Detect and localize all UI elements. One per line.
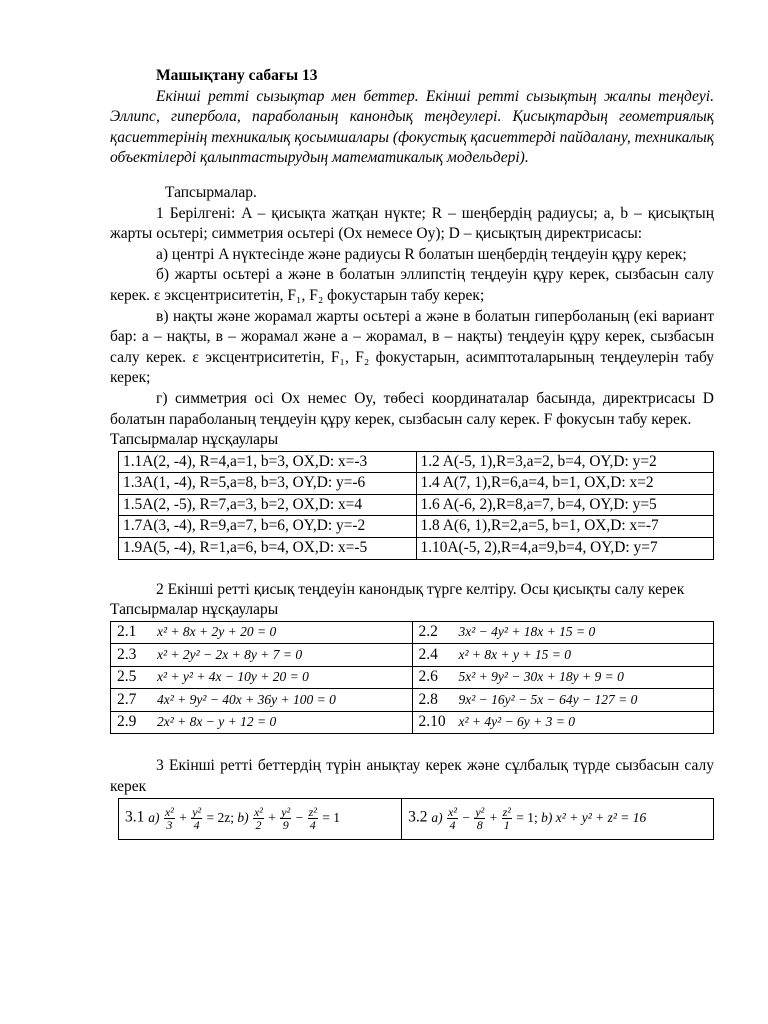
variant-number: 2.6 <box>418 668 438 686</box>
table-row <box>111 644 714 667</box>
variant-number: 2.9 <box>117 713 137 731</box>
spacer <box>110 169 714 183</box>
equation-text: x² + y² + 4x − 10y + 20 = 0 <box>157 669 309 685</box>
task1-intro: 1 Берілгені: A – қисықта жатқан нүкте; R – шеңбердің радиусы; a, b – қисықтың жарты осьтері; симметрия осьтері (Ox немесе Oy); D – қисықтың директрисасы: <box>110 204 714 243</box>
variant-number: 2.10 <box>418 713 446 731</box>
equation-rhs: = 2z; <box>206 809 234 825</box>
fraction: $\frac{\text{y²}}{4}$ <box>192 805 202 833</box>
table-cell <box>111 689 413 712</box>
variant-number: 3.1 <box>125 808 145 826</box>
equation-text: 9x² − 16y² − 5x − 64y − 127 = 0 <box>458 691 638 707</box>
table-row <box>119 516 714 538</box>
task1-d: г) симметрия осі Ox немес Oy, төбесі координаталар басында, директрисасы D болатын параболаның теңдеуін құру керек, сызбасын салу керек. F фокусын табу керек. <box>110 389 714 428</box>
task1-c: в) нақты және жорамал жарты осьтері a және в болатын гиперболаның (екі вариант бар: a – нақты, в – жорамал және a – жорамал, в – нақты) теңдеуін құру керек, сызбасын салу керек. ε эксцентриситетін, F₁, F₂ фокустарын, асимптоталарының теңдеулерін табу керек; <box>110 307 714 387</box>
equation-text: 2x² + 8x − y + 12 = 0 <box>157 714 277 730</box>
equation-text: x² + 8x + y + 15 = 0 <box>458 646 571 662</box>
table-cell: 1.6 A(-6, 2),R=8,a=7, b=4, OY,D: y=5 <box>416 494 714 516</box>
equation-rhs: = 1 <box>322 809 341 825</box>
table-cell: 1.1A(2, -4), R=4,a=1, b=3, OX,D: x=-3 <box>119 451 417 473</box>
operator: + <box>179 809 187 825</box>
spacer <box>110 734 714 756</box>
task1-variants-label: Тапсырмалар нұсқаулары <box>110 431 279 449</box>
part-label: a) <box>148 809 160 825</box>
table-row <box>119 538 714 560</box>
fraction: $\frac{\text{x²}}{4}$ <box>448 805 457 833</box>
task2-variants-label: Тапсырмалар нұсқаулары <box>110 601 279 619</box>
table-cell <box>111 711 413 734</box>
task3-intro: 3 Екінші ретті беттердің түрін анықтау керек және сұлбалық түрде сызбасын салу керек <box>110 757 714 795</box>
table-cell <box>111 644 413 667</box>
task3-variants-table <box>118 798 714 840</box>
table-row <box>111 689 714 712</box>
equation-text: 4x² + 9y² − 40x + 36y + 100 = 0 <box>157 691 336 707</box>
fraction: $\frac{\text{z²}}{4}$ <box>308 805 317 833</box>
equation-text: x² + 8x + 2y + 20 = 0 <box>157 624 277 640</box>
equation-text: x² + y² + z² = 16 <box>555 809 647 825</box>
variant-number: 2.4 <box>418 645 438 663</box>
table-row <box>119 451 714 473</box>
page-title: Машықтану сабағы 13 <box>156 67 318 84</box>
table-cell: 1.7A(3, -4), R=9,a=7, b=6, OY,D: y=-2 <box>119 516 417 538</box>
tasks-heading: Тапсырмалар. <box>165 183 257 201</box>
equation-text: x² + 4y² − 6y + 3 = 0 <box>458 714 576 730</box>
table-cell <box>412 621 714 644</box>
document-page <box>110 66 714 840</box>
equation-rhs: = 1; <box>516 809 538 825</box>
table-row <box>111 711 714 734</box>
fraction: $\frac{\text{x²}}{2}$ <box>253 805 263 833</box>
equation-text: x² + 2y² − 2x + 8y + 7 = 0 <box>157 646 303 662</box>
variant-number: 2.1 <box>117 623 137 641</box>
table-cell: 1.5A(2, -5), R=7,a=3, b=2, OX,D: x=4 <box>119 494 417 516</box>
table-cell: 1.3A(1, -4), R=5,a=8, b=3, OY,D: y=-6 <box>119 473 417 495</box>
table-row <box>119 494 714 516</box>
table-cell <box>111 621 413 644</box>
fraction: $\frac{\text{y²}}{9}$ <box>281 805 291 833</box>
table-cell <box>412 666 714 689</box>
fraction: $\frac{\text{x²}}{3}$ <box>164 805 174 833</box>
spacer <box>110 560 714 580</box>
table-cell: 1.9A(5, -4), R=1,a=6, b=4, OX,D: x=-5 <box>119 538 417 560</box>
part-label: a) <box>431 809 443 825</box>
variant-number: 3.2 <box>408 808 428 826</box>
table-cell <box>111 666 413 689</box>
table-row <box>111 666 714 689</box>
table-cell: 1.8 A(6, 1),R=2,a=5, b=1, OX,D: x=-7 <box>416 516 714 538</box>
variant-number: 2.2 <box>418 623 438 641</box>
lesson-subtitle: Екінші ретті сызықтар мен беттер. Екінші ретті сызықтың жалпы теңдеуі. Эллипс, гипербола, параболаның канондық теңдеулері. Қисықтардың геометриялық қасиеттерінің техникалық қосымшалары (фокустық қасиеттерді пайдалану, техникалық объектілерді қалыптастырудың математикалық модельдері). <box>110 87 714 167</box>
table-row <box>111 621 714 644</box>
operator: + <box>489 809 498 825</box>
task3-variant-1 <box>119 798 402 839</box>
part-label: b) <box>541 809 553 825</box>
table-row <box>119 798 714 839</box>
variant-number: 2.7 <box>117 690 137 708</box>
task1-a: а) центрі A нүктесінде және радиусы R болатын шеңбердің теңдеуін құру керек; <box>156 245 687 263</box>
part-label: b) <box>237 809 249 825</box>
operator: − <box>295 809 304 825</box>
table-cell: 1.2 A(-5, 1),R=3,a=2, b=4, OY,D: y=2 <box>416 451 714 473</box>
fraction: $\frac{\text{y²}}{8}$ <box>475 805 485 833</box>
fraction: $\frac{\text{z²}}{1}$ <box>502 805 511 833</box>
task2-intro: 2 Екінші ретті қисық теңдеуін канондық түрге келтіру. Осы қисықты салу керек <box>156 580 685 598</box>
table-cell <box>412 644 714 667</box>
table-cell: 1.10A(-5, 2),R=4,a=9,b=4, OY,D: y=7 <box>416 538 714 560</box>
operator: + <box>268 809 276 825</box>
task3-variant-2 <box>402 798 714 839</box>
equation-text: 3x² − 4y² + 18x + 15 = 0 <box>458 624 596 640</box>
table-cell <box>412 711 714 734</box>
variant-number: 2.5 <box>117 668 137 686</box>
operator: − <box>462 809 470 825</box>
table-cell <box>412 689 714 712</box>
table-row <box>119 473 714 495</box>
table-cell: 1.4 A(7, 1),R=6,a=4, b=1, OX,D: x=2 <box>416 473 714 495</box>
task1-variants-table <box>118 451 714 560</box>
task2-variants-table <box>110 621 714 735</box>
variant-number: 2.3 <box>117 645 137 663</box>
equation-text: 5x² + 9y² − 30x + 18y + 9 = 0 <box>458 669 624 685</box>
variant-number: 2.8 <box>418 690 438 708</box>
task1-b: б) жарты осьтері a және в болатын эллипстің теңдеуін құру керек, сызбасын салу керек. ε эксцентриситетін, F₁, F₂ фокустарын табу керек; <box>110 266 714 304</box>
